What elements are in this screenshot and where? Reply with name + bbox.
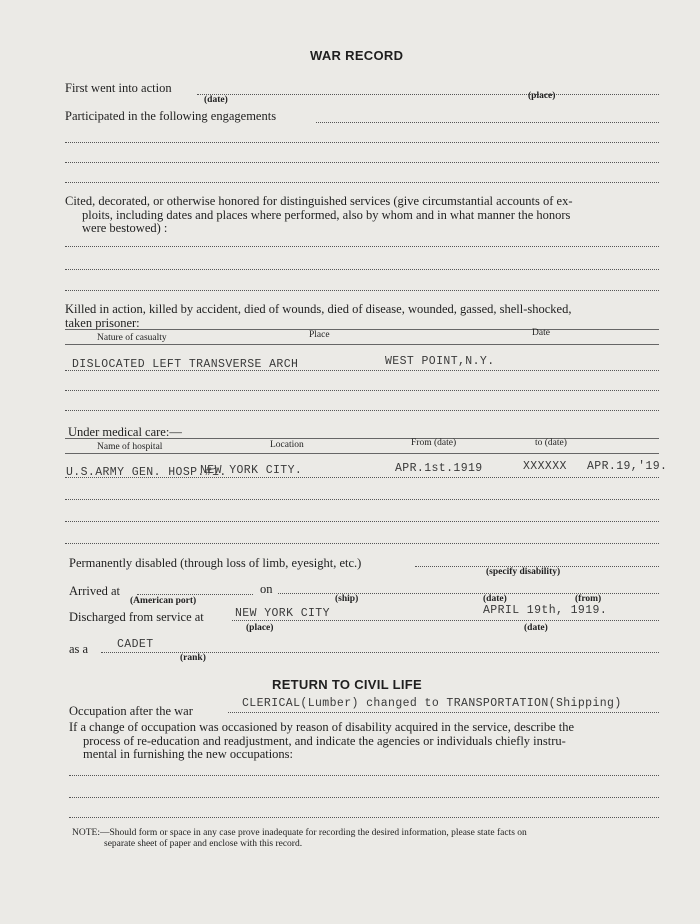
first-action-date-sublabel: (date) [204,95,228,105]
medical-col-from: From (date) [411,438,457,448]
change-line-1 [69,775,659,776]
rank-value: CADET [117,638,154,651]
cited-line-2 [65,269,659,270]
occupation-line [228,712,659,713]
casualty-line-2 [65,390,659,391]
discharged-place-value: NEW YORK CITY [235,607,330,620]
medical-hospital-value: U.S.ARMY GEN. HOSP.#1. [66,466,227,479]
discharged-label: Discharged from service at [69,610,204,624]
discharged-place-sublabel: (place) [246,623,274,633]
first-action-line [197,94,659,95]
section-title-war-record: WAR RECORD [310,48,404,63]
disabled-sublabel: (specify disability) [486,567,561,577]
medical-care-label: Under medical care:— [68,425,182,439]
casualty-col-place: Place [309,330,330,340]
discharged-date-sublabel: (date) [524,623,548,633]
casualty-col-nature: Nature of casualty [97,333,167,343]
medical-to-value: APR.19,'19. [587,460,668,473]
arrived-ship-sublabel: (ship) [335,594,359,604]
casualty-col-date: Date [532,328,550,338]
cited-line-1 [65,246,659,247]
rank-sublabel: (rank) [180,653,206,663]
medical-location-value: NEW YORK CITY. [200,464,303,477]
medical-col-location: Location [270,440,304,450]
medical-line-2 [65,499,659,500]
casualty-line-1 [65,370,659,371]
discharged-line [232,620,659,621]
casualty-place-value: WEST POINT,N.Y. [385,355,495,368]
casualty-header-rule-bottom [65,344,659,345]
casualty-paragraph: Killed in action, killed by accident, died of wounds, died of disease, wounded, gassed, shell-shocked, taken prisoner: [65,302,572,330]
discharged-date-value: APRIL 19th, 1919. [483,604,608,617]
arrived-port-sublabel: (American port) [130,596,197,606]
engagements-line-3 [65,162,659,163]
medical-header-rule [65,438,659,439]
medical-line-1 [65,477,659,478]
arrived-label: Arrived at [69,584,121,598]
medical-line-3 [65,521,659,522]
medical-from-value: APR.1st.1919 [395,462,483,475]
medical-struck-text: XXXXXX [523,460,567,473]
medical-col-hospital: Name of hospital [97,442,163,452]
rank-label: as a [69,642,89,656]
change-paragraph: If a change of occupation was occasioned by reason of disability acquired in the service, describe the process of re-education and readjustment, and indicate the agencies or individuals chiefly instru- mental in furnishing the new occupations: [69,720,575,761]
engagements-line [316,122,659,123]
casualty-header-rule [65,329,659,330]
arrived-on-label: on [260,582,273,596]
change-line-3 [69,817,659,818]
arrived-port-line [137,594,253,595]
engagements-label: Participated in the following engagements [65,109,277,123]
occupation-label: Occupation after the war [69,704,193,718]
first-action-place-sublabel: (place) [528,91,556,101]
medical-line-4 [65,543,659,544]
disabled-label: Permanently disabled (through loss of limb, eyesight, etc.) [69,556,362,570]
arrived-from-sublabel: (from) [575,594,602,604]
engagements-line-2 [65,142,659,143]
medical-header-rule-bottom [65,453,659,454]
cited-paragraph: Cited, decorated, or otherwise honored for distinguished services (give circumstantial accounts of ex- ploits, including dates and places where performed, also by whom and in what manner the honors were bestowed) : [65,194,573,235]
change-line-2 [69,797,659,798]
arrived-date-sublabel: (date) [483,594,507,604]
casualty-line-3 [65,410,659,411]
engagements-line-4 [65,182,659,183]
section-title-civil-life: RETURN TO CIVIL LIFE [272,677,422,692]
cited-line-3 [65,290,659,291]
medical-col-to: to (date) [535,438,567,448]
casualty-nature-value: DISLOCATED LEFT TRANSVERSE ARCH [72,358,299,371]
occupation-value: CLERICAL(Lumber) changed to TRANSPORTATION(Shipping) [242,697,622,710]
first-action-label: First went into action [65,81,172,95]
note-text: NOTE:—Should form or space in any case prove inadequate for recording the desired information, please state facts on separate sheet of paper and enclose with this record. [72,828,527,849]
